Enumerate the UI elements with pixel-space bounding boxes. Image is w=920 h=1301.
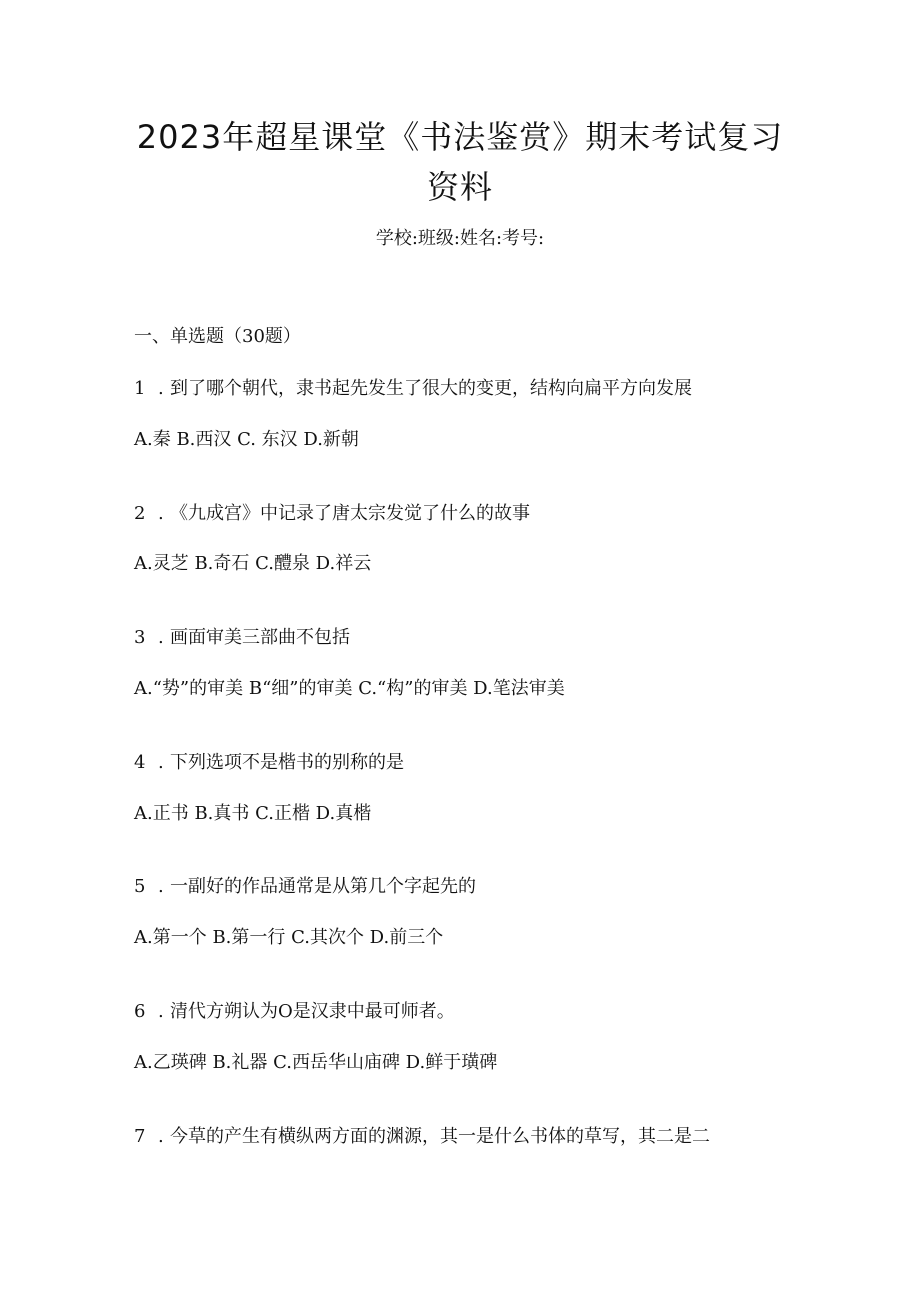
question-text: 《九成宫》中记录了唐太宗发觉了什么的故事 (170, 503, 530, 524)
question-4-options: A.正书 B.真书 C.正楷 D.真楷 (134, 803, 372, 824)
question-7 (134, 1124, 710, 1150)
question-number: 7 (134, 1126, 146, 1147)
question-1 (134, 376, 692, 402)
question-text: 到了哪个朝代，隶书起先发生了很大的变更，结构向扁平方向发展 (170, 378, 692, 399)
question-5 (134, 874, 476, 900)
question-separator: . (158, 876, 164, 897)
question-text: 下列选项不是楷书的别称的是 (170, 752, 404, 773)
question-text: 清代方朔认为O是汉隶中最可师者。 (170, 1001, 455, 1022)
question-separator: . (158, 378, 164, 399)
question-text: 一副好的作品通常是从第几个字起先的 (170, 876, 476, 897)
section-heading: 一、单选题（30题） (134, 326, 301, 347)
question-separator: . (158, 627, 164, 648)
title-line-1: 2023年超星课堂《书法鉴赏》期末考试复习 (136, 118, 784, 156)
question-number: 5 (134, 876, 146, 897)
question-1-options: A.秦 B.西汉 C. 东汉 D.新朝 (134, 429, 359, 450)
title-line-2: 资料 (426, 168, 493, 206)
question-number: 6 (134, 1001, 146, 1022)
document-title (0, 112, 920, 212)
question-number: 2 (134, 503, 146, 524)
question-number: 1 (134, 378, 146, 399)
question-number: 4 (134, 752, 146, 773)
question-separator: . (158, 503, 164, 524)
question-5-options: A.第一个 B.第一行 C.其次个 D.前三个 (134, 927, 444, 948)
question-3 (134, 625, 350, 651)
question-text: 今草的产生有横纵两方面的渊源，其一是什么书体的草写，其二是二 (170, 1126, 710, 1147)
question-separator: . (158, 1126, 164, 1147)
question-4 (134, 750, 404, 776)
question-6 (134, 999, 455, 1025)
question-6-options: A.乙瑛碑 B.礼器 C.西岳华山庙碑 D.鲜于璜碑 (134, 1052, 498, 1073)
student-info-line: 学校:班级:姓名:考号: (375, 228, 545, 249)
question-2-options: A.灵芝 B.奇石 C.醴泉 D.祥云 (134, 553, 372, 574)
question-text: 画面审美三部曲不包括 (170, 627, 350, 648)
question-3-options: A.“势”的审美 B“细”的审美 C.“构”的审美 D.笔法审美 (134, 678, 565, 699)
question-separator: . (158, 752, 164, 773)
question-number: 3 (134, 627, 146, 648)
question-2 (134, 501, 530, 527)
question-separator: . (158, 1001, 164, 1022)
